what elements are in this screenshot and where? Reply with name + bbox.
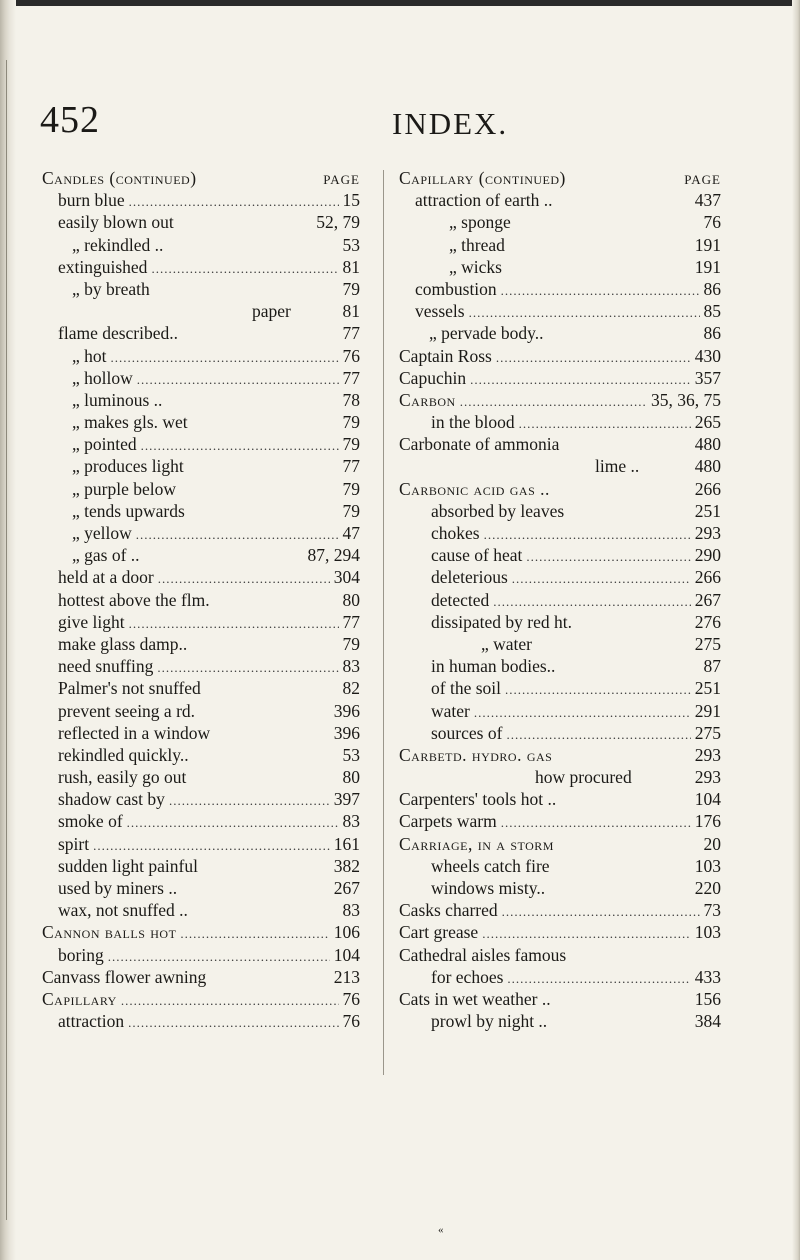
index-entry: [399, 789, 721, 811]
index-entry-text: wheels catch fire: [431, 855, 550, 876]
index-entry: [399, 235, 721, 257]
leader-dots: [496, 351, 691, 364]
index-entry: [42, 856, 360, 878]
index-page-ref: 191: [694, 234, 721, 255]
index-page-ref: 357: [694, 367, 721, 388]
index-entry: [42, 456, 360, 478]
index-entry: [399, 701, 721, 723]
index-page-ref: 76: [342, 1011, 360, 1032]
index-entry: [399, 456, 721, 478]
top-rule: [0, 0, 800, 6]
index-entry: [399, 501, 721, 523]
index-entry: [399, 678, 721, 700]
index-page-ref: 77: [342, 367, 360, 388]
index-page-ref: 266: [694, 567, 721, 588]
index-entry: [42, 567, 360, 589]
index-entry-text: lime ..: [595, 456, 640, 477]
index-entry: [42, 523, 360, 545]
index-entry: [399, 656, 721, 678]
index-entry: [42, 678, 360, 700]
index-page-ref: 266: [694, 478, 721, 499]
index-page-ref: 290: [694, 545, 721, 566]
index-entry-text: „ purple below: [72, 478, 176, 499]
index-entry: [399, 767, 721, 789]
index-page-ref: 86: [703, 278, 721, 299]
index-entry: [399, 723, 721, 745]
index-page-ref: 291: [694, 700, 721, 721]
index-entry-text: wax, not snuffed ..: [58, 900, 188, 921]
index-entry-text: „ pervade body..: [429, 323, 544, 344]
index-page-ref: 265: [694, 412, 721, 433]
index-entry-text: Carbon: [399, 389, 456, 410]
index-page-ref: 396: [333, 722, 360, 743]
index-entry-text: give light: [58, 611, 125, 632]
index-entry-text: Capuchin: [399, 367, 467, 388]
index-page-ref: 251: [694, 678, 721, 699]
index-entry: [42, 967, 360, 989]
index-entry-text: make glass damp..: [58, 633, 188, 654]
index-page-ref: 83: [342, 656, 360, 677]
index-entry: [399, 412, 721, 434]
index-entry-text: in human bodies..: [431, 656, 556, 677]
index-entry-text: water: [431, 700, 470, 721]
index-entry: [399, 900, 721, 922]
index-page-ref: 275: [694, 722, 721, 743]
index-entry-text: flame described..: [58, 323, 179, 344]
index-entry-text: „ by breath: [72, 278, 150, 299]
index-entry-text: „ thread: [449, 234, 505, 255]
leader-dots: [128, 1016, 338, 1029]
leader-dots: [507, 972, 690, 985]
leader-dots: [121, 994, 339, 1007]
index-page-ref: 480: [694, 434, 721, 455]
index-page-ref: 156: [694, 988, 721, 1009]
index-entry: [399, 368, 721, 390]
index-entry-text: Cats in wet weather ..: [399, 988, 551, 1009]
index-entry: [399, 590, 721, 612]
index-entry: [42, 922, 360, 944]
index-entry: [42, 811, 360, 833]
index-entry: [399, 479, 721, 501]
leader-dots: [526, 550, 690, 563]
index-entry-text: sudden light painful: [58, 855, 198, 876]
page-number: 452: [40, 99, 100, 141]
index-page-ref: 276: [694, 611, 721, 632]
index-page-ref: 80: [342, 767, 360, 788]
index-page-ref: 85: [703, 301, 721, 322]
index-page-ref: 76: [342, 988, 360, 1009]
index-page-ref: 76: [342, 345, 360, 366]
index-entry-text: Carbetd. hydro. gas: [399, 744, 553, 765]
index-page-ref: 397: [333, 789, 360, 810]
leader-dots: [502, 905, 700, 918]
index-page-ref: 79: [342, 633, 360, 654]
index-column-right: [399, 168, 721, 1033]
leader-dots: [519, 417, 691, 430]
column-divider: [383, 170, 384, 1075]
index-entry: [42, 945, 360, 967]
index-page-ref: 77: [342, 323, 360, 344]
index-entry: [399, 190, 721, 212]
index-entry: [399, 878, 721, 900]
index-entry-text: „ sponge: [449, 212, 511, 233]
index-entry: [42, 545, 360, 567]
index-entry: [42, 168, 360, 190]
index-entry: [42, 834, 360, 856]
index-entry-text: of the soil: [431, 678, 501, 699]
index-entry-text: Casks charred: [399, 900, 498, 921]
page-column-label: PAGE: [684, 172, 721, 187]
index-entry: [42, 368, 360, 390]
index-entry-text: Palmer's not snuffed: [58, 678, 201, 699]
index-page-ref: 191: [694, 256, 721, 277]
index-entry-text: Carbonic acid gas ..: [399, 478, 550, 499]
index-entry: [42, 1011, 360, 1033]
index-entry-text: rekindled quickly..: [58, 744, 189, 765]
index-page-ref: 53: [342, 744, 360, 765]
index-entry-text: Candles (continued): [42, 168, 197, 188]
index-page-ref: 103: [694, 922, 721, 943]
index-entry: [42, 612, 360, 634]
index-entry: [399, 922, 721, 944]
index-entry-text: Cathedral aisles famous: [399, 944, 567, 965]
leader-dots: [127, 816, 339, 829]
index-page-ref: 76: [703, 212, 721, 233]
index-entry-text: Carriage, in a storm: [399, 833, 554, 854]
index-entry: [399, 967, 721, 989]
index-entry-text: combustion: [415, 278, 497, 299]
index-page-ref: 83: [342, 900, 360, 921]
index-entry: [42, 434, 360, 456]
index-entry: [42, 212, 360, 234]
index-page-ref: 433: [694, 966, 721, 987]
index-entry-text: attraction: [58, 1011, 125, 1032]
index-entry: [399, 745, 721, 767]
index-entry: [399, 279, 721, 301]
index-entry: [42, 323, 360, 345]
index-entry-text: smoke of: [58, 811, 123, 832]
index-page-ref: 480: [694, 456, 721, 477]
index-entry-text: Canvass flower awning: [42, 966, 207, 987]
index-entry-text: used by miners ..: [58, 878, 178, 898]
index-entry-text: „ wicks: [449, 256, 502, 277]
leader-dots: [157, 661, 338, 674]
leader-dots: [93, 839, 330, 852]
index-page-ref: 103: [694, 855, 721, 876]
index-page-ref: 87: [703, 656, 721, 677]
leader-dots: [470, 373, 691, 386]
leader-dots: [129, 617, 339, 630]
index-entry: [42, 390, 360, 412]
index-entry-text: vessels: [415, 301, 465, 322]
index-entry-text: prowl by night ..: [431, 1011, 548, 1032]
index-page-ref: 384: [694, 1011, 721, 1032]
index-entry: [42, 900, 360, 922]
index-entry-text: deleterious: [431, 567, 508, 588]
index-entry-text: „ rekindled ..: [72, 234, 164, 255]
index-page-ref: 396: [333, 700, 360, 721]
index-entry: [399, 323, 721, 345]
index-page-ref: 86: [703, 323, 721, 344]
index-entry: [399, 856, 721, 878]
index-entry-text: need snuffing: [58, 656, 154, 677]
index-entry: [399, 390, 721, 412]
index-entry-text: reflected in a window: [58, 722, 211, 743]
index-entry-text: chokes: [431, 523, 480, 543]
index-column-left: [42, 168, 360, 1033]
index-entry: [42, 723, 360, 745]
index-entry: [399, 634, 721, 656]
index-page-ref: 15: [342, 190, 360, 211]
index-entry-text: Captain Ross: [399, 345, 492, 366]
index-entry-text: „ yellow: [72, 523, 132, 543]
index-page-ref: 79: [342, 278, 360, 299]
index-entry-text: prevent seeing a rd.: [58, 700, 196, 721]
index-entry: [399, 945, 721, 967]
index-entry-text: „ produces light: [72, 456, 184, 477]
index-entry: [399, 612, 721, 634]
index-entry-text: „ hollow: [72, 367, 133, 388]
index-page-ref: 382: [333, 855, 360, 876]
index-page-ref: 78: [342, 389, 360, 410]
index-page-ref: 161: [333, 833, 360, 854]
index-entry: [42, 590, 360, 612]
index-page-ref: 304: [333, 567, 360, 588]
index-page-ref: 79: [342, 478, 360, 499]
index-entry-text: sources of: [431, 722, 503, 743]
index-page-ref: 77: [342, 456, 360, 477]
leader-dots: [484, 528, 691, 541]
index-entry-text: „ luminous ..: [72, 389, 163, 410]
index-page-ref: 293: [694, 523, 721, 543]
index-page-ref: 106: [333, 922, 360, 943]
index-entry: [42, 190, 360, 212]
footer-mark: «: [438, 1224, 444, 1236]
index-entry: [399, 989, 721, 1011]
index-page-ref: 430: [694, 345, 721, 366]
leader-dots: [108, 950, 330, 963]
index-entry: [399, 811, 721, 833]
index-entry-text: „ pointed: [72, 434, 137, 455]
index-entry-text: cause of heat: [431, 545, 523, 566]
index-page-ref: 213: [333, 966, 360, 987]
leader-dots: [111, 351, 339, 364]
index-entry-text: shadow cast by: [58, 789, 165, 810]
leader-dots: [460, 395, 647, 408]
index-page-ref: 267: [333, 878, 360, 898]
index-entry-text: detected: [431, 589, 490, 610]
index-entry: [42, 279, 360, 301]
index-page-ref: 80: [342, 589, 360, 610]
leader-dots: [169, 794, 330, 807]
index-page-ref: 104: [333, 944, 360, 965]
index-page-ref: 81: [342, 301, 360, 322]
index-entry-text: „ makes gls. wet: [72, 412, 188, 433]
index-page-ref: 104: [694, 789, 721, 810]
index-page-ref: 293: [694, 744, 721, 765]
index-entry-text: Cart grease: [399, 922, 479, 943]
leader-dots: [512, 572, 691, 585]
index-entry-text: for echoes: [431, 966, 504, 987]
index-page-ref: 83: [342, 811, 360, 832]
index-entry-text: rush, easily go out: [58, 767, 187, 788]
index-page-ref: 275: [694, 633, 721, 654]
leader-dots: [493, 595, 690, 608]
index-entry-text: dissipated by red ht.: [431, 611, 572, 632]
index-entry-text: hottest above the flm.: [58, 589, 210, 610]
index-entry: [399, 434, 721, 456]
index-entry: [399, 567, 721, 589]
page-column-label: PAGE: [323, 172, 360, 187]
index-entry: [399, 346, 721, 368]
index-entry-text: „ gas of ..: [72, 545, 140, 566]
index-entry-text: burn blue: [58, 190, 125, 211]
index-page-ref: 82: [342, 678, 360, 699]
index-entry-text: paper: [252, 301, 291, 322]
index-entry: [399, 301, 721, 323]
running-head: INDEX.: [392, 106, 509, 141]
index-entry: [42, 789, 360, 811]
index-entry: [399, 1011, 721, 1033]
index-entry: [42, 301, 360, 323]
index-page-ref: 437: [694, 190, 721, 211]
index-entry-text: Capillary: [42, 988, 117, 1009]
index-entry-text: Carbonate of ammonia: [399, 434, 560, 455]
index-page-ref: 35, 36, 75: [651, 389, 721, 410]
index-entry: [42, 412, 360, 434]
index-page-ref: 73: [703, 900, 721, 921]
index-entry: [42, 745, 360, 767]
index-entry-text: Capillary (continued): [399, 168, 566, 188]
index-entry: [42, 767, 360, 789]
index-entry-text: held at a door: [58, 567, 154, 588]
index-entry-text: boring: [58, 944, 104, 965]
index-entry: [42, 479, 360, 501]
leader-dots: [501, 284, 700, 297]
index-entry: [42, 346, 360, 368]
page-binding-edge: [0, 0, 16, 1260]
index-entry-text: extinguished: [58, 256, 148, 277]
index-page-ref: 293: [694, 767, 721, 788]
index-entry: [399, 168, 721, 190]
index-entry-text: easily blown out: [58, 212, 174, 233]
index-entry: [399, 545, 721, 567]
leader-dots: [501, 816, 691, 829]
index-entry: [42, 701, 360, 723]
index-page-ref: 20: [703, 833, 721, 854]
index-page-ref: 87, 294: [307, 545, 360, 566]
index-page-ref: 77: [342, 611, 360, 632]
index-page-ref: 220: [694, 878, 721, 898]
index-page-ref: 47: [342, 523, 360, 543]
index-page-ref: 176: [694, 811, 721, 832]
index-entry: [399, 257, 721, 279]
index-entry-text: attraction of earth ..: [415, 190, 553, 211]
index-entry: [42, 634, 360, 656]
leader-dots: [506, 728, 690, 741]
index-entry: [42, 989, 360, 1011]
leader-dots: [129, 195, 339, 208]
index-page-ref: 52, 79: [316, 212, 360, 233]
index-page-ref: 53: [342, 234, 360, 255]
index-entry: [42, 878, 360, 900]
leader-dots: [505, 683, 691, 696]
index-page-ref: 267: [694, 589, 721, 610]
index-entry-text: in the blood: [431, 412, 515, 433]
index-entry-text: „ tends upwards: [72, 500, 185, 521]
leader-dots: [469, 306, 700, 319]
index-entry-text: „ water: [481, 633, 533, 654]
index-entry: [399, 523, 721, 545]
index-page-ref: 79: [342, 412, 360, 433]
leader-dots: [141, 439, 339, 452]
index-entry: [399, 834, 721, 856]
leader-dots: [136, 528, 339, 541]
index-entry-text: Carpenters' tools hot ..: [399, 789, 557, 810]
index-entry: [42, 501, 360, 523]
leader-dots: [151, 262, 338, 275]
index-entry-text: „ hot: [72, 345, 107, 366]
index-entry-text: how procured: [535, 767, 632, 788]
index-page-ref: 81: [342, 256, 360, 277]
index-page-ref: 251: [694, 500, 721, 521]
leader-dots: [474, 706, 691, 719]
leader-dots: [482, 927, 691, 940]
leader-dots: [158, 572, 330, 585]
page-right-edge: [792, 0, 800, 1260]
index-entry-text: spirt: [58, 833, 90, 854]
index-entry-text: windows misty..: [431, 878, 546, 898]
index-entry-text: absorbed by leaves: [431, 500, 565, 521]
index-page-ref: 79: [342, 434, 360, 455]
index-page-ref: 79: [342, 500, 360, 521]
index-entry: [42, 656, 360, 678]
index-entry-text: Cannon balls hot: [42, 922, 177, 943]
index-entry: [42, 235, 360, 257]
leader-dots: [180, 927, 329, 940]
index-entry-text: Carpets warm: [399, 811, 497, 832]
leader-dots: [137, 373, 339, 386]
index-entry: [399, 212, 721, 234]
index-entry: [42, 257, 360, 279]
